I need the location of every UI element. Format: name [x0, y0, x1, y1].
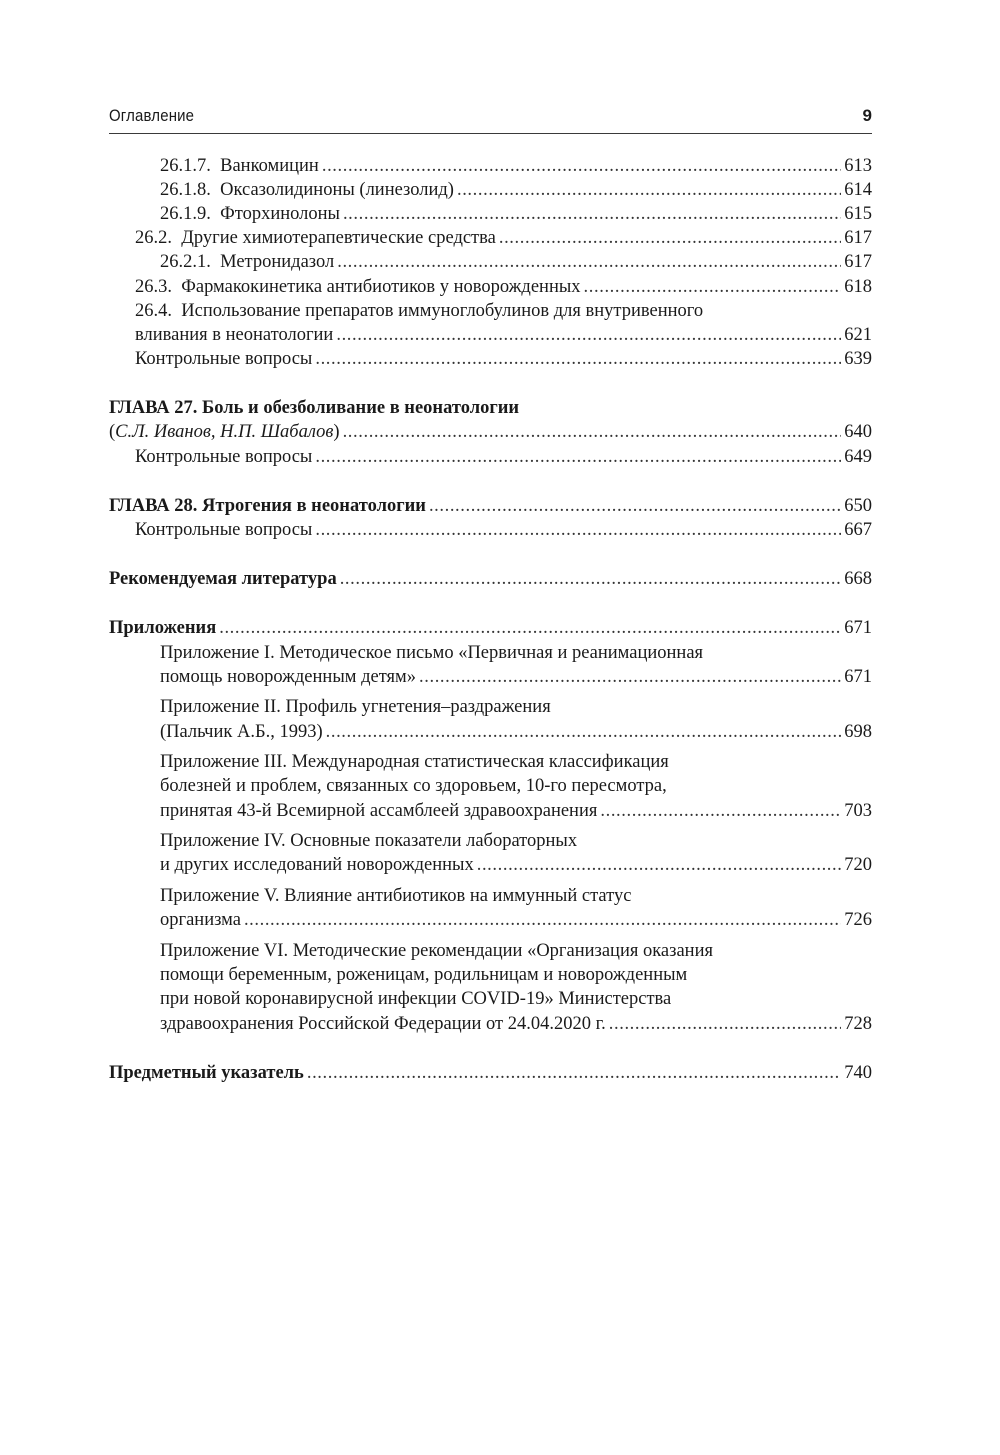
entry-page: 649: [844, 447, 872, 467]
section-number: 26.3.: [135, 277, 172, 297]
toc-entry-26-1-9[interactable]: [160, 202, 872, 226]
dot-leader: [343, 202, 841, 226]
entry-page: 668: [844, 569, 872, 589]
entry-title-continued: организма: [160, 910, 241, 930]
dot-leader: [419, 665, 841, 689]
entry-title-continued: помощи беременным, роженицам, родильницам и новорожденным: [160, 965, 688, 985]
entry-title-continued: вливания в неонатологии: [135, 325, 334, 345]
entry-title: Фторхинолоны: [220, 204, 340, 224]
chapter-authors: С.Л. Иванов, Н.П. Шабалов: [115, 422, 334, 442]
entry-title: Ванкомицин: [220, 156, 319, 176]
dot-leader: [315, 445, 841, 469]
entry-page: 740: [844, 1063, 872, 1083]
entry-page: 615: [844, 204, 872, 224]
entry-title-continued: помощь новорожденным детям»: [160, 667, 417, 687]
toc-appendix-2-line1[interactable]: [160, 695, 872, 719]
entry-title-continued: (Пальчик А.Б., 1993): [160, 722, 323, 742]
dot-leader: [429, 494, 841, 518]
running-header: [109, 106, 872, 130]
entry-page: 613: [844, 156, 872, 176]
dot-leader: [315, 518, 841, 542]
entry-title: Предметный указатель: [109, 1063, 304, 1083]
dot-leader: [322, 154, 841, 178]
toc-appendix-3-line3[interactable]: [160, 799, 872, 823]
entry-title-continued: здравоохранения Российской Федерации от 24.04.2020 г.: [160, 1014, 606, 1034]
toc-entry-26-3[interactable]: [135, 275, 872, 299]
entry-title: Фармакокинетика антибиотиков у новорожденных: [181, 277, 581, 297]
paren-close: ): [333, 422, 340, 442]
entry-page: 667: [844, 520, 872, 540]
toc-entry-26-1-7[interactable]: [160, 154, 872, 178]
running-header-title: Оглавление: [109, 106, 195, 125]
toc-appendix-5-line1[interactable]: [160, 884, 872, 908]
entry-title-continued: принятая 43-й Всемирной ассамблеей здравоохранения: [160, 801, 598, 821]
entry-title: Приложения: [109, 618, 217, 638]
toc-chapter-27-title[interactable]: [109, 396, 872, 420]
toc-chapter-28[interactable]: [109, 494, 872, 518]
toc-appendix-4-line1[interactable]: [160, 829, 872, 853]
toc-entry-ch28-questions[interactable]: [135, 518, 872, 542]
entry-page: 671: [844, 618, 872, 638]
dot-leader: [336, 323, 841, 347]
entry-title: Контрольные вопросы: [135, 447, 313, 467]
dot-leader: [477, 853, 842, 877]
toc-appendix-6-line4[interactable]: [160, 1012, 872, 1036]
toc-appendix-6-line3[interactable]: [160, 987, 872, 1011]
entry-page: 650: [844, 496, 872, 516]
toc-chapter-27-authors[interactable]: [109, 420, 872, 444]
entry-title: Контрольные вопросы: [135, 520, 313, 540]
toc-appendix-6-line1[interactable]: [160, 939, 872, 963]
entry-title: Другие химиотерапевтические средства: [181, 228, 496, 248]
section-number: 26.2.1.: [160, 252, 211, 272]
toc-appendix-5-line2[interactable]: [160, 908, 872, 932]
entry-page: 720: [844, 855, 872, 875]
toc-entry-26-2-1[interactable]: [160, 250, 872, 274]
toc-appendix-1-line2[interactable]: [160, 665, 872, 689]
entry-title: Приложение I. Методическое письмо «Первичная и реанимационная: [160, 643, 704, 663]
section-number: 26.1.7.: [160, 156, 211, 176]
entry-page: 618: [844, 277, 872, 297]
header-divider: [109, 133, 872, 134]
entry-page: 617: [844, 252, 872, 272]
section-number: 26.2.: [135, 228, 172, 248]
entry-title-continued: и других исследований новорожденных: [160, 855, 474, 875]
entry-page: 639: [844, 349, 872, 369]
toc-appendix-3-line1[interactable]: [160, 750, 872, 774]
toc-entry-ch26-questions[interactable]: [135, 347, 872, 371]
toc-appendix-2-line2[interactable]: [160, 720, 872, 744]
dot-leader: [584, 275, 842, 299]
chapter-title: ГЛАВА 27. Боль и обезболивание в неонатологии: [109, 398, 520, 418]
dot-leader: [600, 799, 841, 823]
entry-title-continued: при новой коронавирусной инфекции COVID-19» Министерства: [160, 989, 672, 1009]
entry-title: Метронидазол: [220, 252, 335, 272]
toc-appendices[interactable]: [109, 616, 872, 640]
dot-leader: [457, 178, 841, 202]
section-number: 26.1.9.: [160, 204, 211, 224]
toc-literature[interactable]: [109, 567, 872, 591]
entry-page: 617: [844, 228, 872, 248]
entry-page: 621: [844, 325, 872, 345]
toc-entry-26-2[interactable]: [135, 226, 872, 250]
entry-title: Использование препаратов иммуноглобулинов для внутривенного: [181, 301, 704, 321]
dot-leader: [307, 1061, 841, 1085]
entry-title: Контрольные вопросы: [135, 349, 313, 369]
entry-title: Приложение II. Профиль угнетения–раздражения: [160, 697, 551, 717]
dot-leader: [499, 226, 841, 250]
dot-leader: [340, 567, 842, 591]
toc-index[interactable]: [109, 1061, 872, 1085]
dot-leader: [343, 420, 842, 444]
entry-title: Рекомендуемая литература: [109, 569, 337, 589]
entry-title-continued: болезней и проблем, связанных со здоровьем, 10-го пересмотра,: [160, 776, 667, 796]
dot-leader: [337, 250, 841, 274]
entry-page: 703: [844, 801, 872, 821]
paren-open: (: [109, 422, 116, 442]
section-number: 26.4.: [135, 301, 172, 321]
toc-appendix-6-line2[interactable]: [160, 963, 872, 987]
entry-page: 671: [844, 667, 872, 687]
entry-title: Приложение IV. Основные показатели лабораторных: [160, 831, 578, 851]
toc-appendix-1-line1[interactable]: [160, 641, 872, 665]
toc-entry-26-4-line2[interactable]: [135, 323, 872, 347]
entry-title: Приложение VI. Методические рекомендации «Организация оказания: [160, 941, 713, 961]
dot-leader: [315, 347, 841, 371]
entry-page: 640: [844, 422, 872, 442]
section-number: 26.1.8.: [160, 180, 211, 200]
entry-title: Приложение V. Влияние антибиотиков на иммунный статус: [160, 886, 632, 906]
entry-title: Приложение III. Международная статистическая классификация: [160, 752, 669, 772]
toc-entry-26-1-8[interactable]: [160, 178, 872, 202]
entry-page: 728: [844, 1014, 872, 1034]
dot-leader: [244, 908, 841, 932]
toc-entry-ch27-questions[interactable]: [135, 445, 872, 469]
entry-page: 698: [844, 722, 872, 742]
dot-leader: [326, 720, 842, 744]
toc-appendix-4-line2[interactable]: [160, 853, 872, 877]
dot-leader: [219, 616, 841, 640]
entry-page: 614: [844, 180, 872, 200]
toc-entry-26-4-line1[interactable]: [135, 299, 872, 323]
entry-page: 726: [844, 910, 872, 930]
dot-leader: [609, 1012, 841, 1036]
chapter-title: ГЛАВА 28. Ятрогения в неонатологии: [109, 496, 426, 516]
entry-title: Оксазолидиноны (линезолид): [220, 180, 454, 200]
toc-appendix-3-line2[interactable]: [160, 774, 872, 798]
page-number: 9: [862, 106, 872, 125]
